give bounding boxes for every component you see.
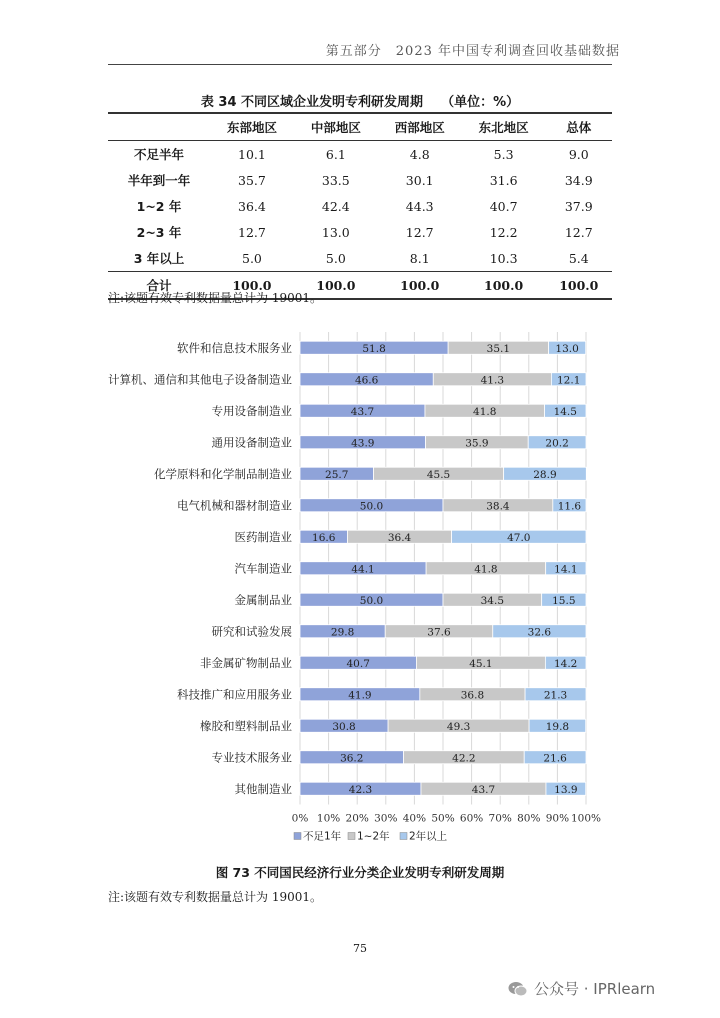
category-label: 电气机械和器材制造业 [177,498,292,513]
bar-value-label: 32.6 [527,626,552,639]
legend-label: 2年以上 [409,830,448,843]
table-cell: 33.5 [321,172,350,188]
x-tick-label: 0% [291,812,309,825]
column-header: 西部地区 [378,113,462,141]
category-label: 软件和信息技术服务业 [177,340,292,355]
total-cell: 100.0 [462,272,546,300]
category-label: 科技推广和应用服务业 [177,687,292,702]
bar-value-label: 35.9 [465,437,489,450]
x-tick-label: 50% [431,812,455,825]
table-note: 注:该题有效专利数据量总计为 19001。 [108,291,323,305]
table-row [108,141,612,168]
bar-value-label: 21.6 [543,752,567,765]
x-tick-label: 90% [545,812,570,825]
table-cell: 44.3 [405,198,434,214]
row-label: 3 年以上 [133,251,185,266]
bar-value-label: 36.8 [460,689,485,702]
category-label: 研究和试验发展 [211,624,292,639]
running-header: 第五部分 2023 年中国专利调查回收基础数据 [325,44,620,59]
table-cell: 9.0 [568,146,589,162]
total-label: 合计 [108,272,210,300]
bar-value-label: 41.8 [474,563,498,576]
table-cell: 31.6 [489,172,518,188]
bar-value-label: 37.6 [427,626,451,639]
category-label: 金属制品业 [234,592,292,607]
category-label: 医药制造业 [234,529,292,544]
table-cell: 12.7 [238,224,266,240]
table-cell: 5.0 [325,250,346,266]
region-cycle-table [108,112,612,300]
table-cell: 40.7 [489,198,518,214]
figure-caption: 图 73 不同国民经济行业分类企业发明专利研发周期 [215,865,505,880]
table-title-text: 表 34 不同区域企业发明专利研发周期 [200,95,424,110]
bar-value-label: 36.4 [387,531,412,544]
bar-value-label: 34.5 [480,594,505,607]
table-cell: 37.9 [564,198,593,214]
x-tick-label: 30% [374,812,398,825]
table-cell: 5.4 [568,250,589,266]
category-label: 化学原料和化学制品制造业 [154,466,292,481]
table-cell: 12.7 [405,224,434,240]
row-label: 半年到一年 [127,173,191,188]
bar-value-label: 41.9 [348,689,372,702]
table-row [108,193,612,219]
bar-value-label: 41.8 [473,405,497,418]
bar-value-label: 15.5 [552,594,576,607]
bar-value-label: 19.8 [545,720,570,733]
table-cell: 12.7 [564,224,593,240]
total-cell: 100.0 [210,272,294,300]
bar-value-label: 20.2 [545,437,569,450]
bar-value-label: 21.3 [543,689,568,702]
bar-value-label: 49.3 [446,720,471,733]
bar-value-label: 45.5 [426,468,451,481]
legend-swatch [400,833,407,840]
table-row [108,167,612,193]
bar-value-label: 35.1 [486,342,511,355]
bar-value-label: 30.8 [332,720,356,733]
bar-value-label: 44.1 [351,563,375,576]
header-rule [108,64,612,65]
table-title [108,91,612,110]
x-tick-label: 60% [459,812,484,825]
legend-swatch [294,833,301,840]
bar-value-label: 43.9 [351,437,375,450]
bar-value-label: 42.3 [348,783,373,796]
category-label: 专业技术服务业 [211,750,292,765]
category-label: 非金属矿物制品业 [200,655,292,670]
column-header: 东北地区 [462,113,546,141]
column-header: 总体 [546,113,612,141]
industry-cycle-chart [108,330,612,855]
total-cell: 100.0 [546,272,612,300]
category-label: 橡胶和塑料制品业 [200,718,292,733]
table-cell: 30.1 [405,172,434,188]
bar-value-label: 41.3 [480,374,505,387]
bar-value-label: 14.5 [553,405,577,418]
table-unit: （单位：%） [441,95,520,110]
table-cell: 4.8 [409,146,430,162]
legend-swatch [348,833,355,840]
x-tick-label: 80% [517,812,541,825]
x-tick-label: 40% [402,812,427,825]
table-row [108,245,612,272]
bar-value-label: 14.2 [553,657,578,670]
bar-value-label: 40.7 [346,657,370,670]
row-label: 2~3 年 [136,225,182,240]
x-tick-label: 20% [345,812,369,825]
bar-value-label: 46.6 [354,374,379,387]
column-header [108,113,210,141]
bar-value-label: 14.1 [554,563,578,576]
watermark-text: 公众号 · IPRlearn [534,980,656,998]
legend-label: 1~2年 [357,830,390,843]
bar-value-label: 13.0 [555,342,579,355]
table-cell: 10.3 [489,250,518,266]
category-label: 专用设备制造业 [211,403,292,418]
category-label: 其他制造业 [234,781,292,796]
wechat-icon [508,981,528,997]
legend-label: 不足1年 [303,830,342,843]
bar-value-label: 50.0 [359,500,384,513]
row-label: 1~2 年 [136,199,182,214]
x-tick-label: 70% [488,812,512,825]
table-cell: 5.3 [493,146,514,162]
table-header-row [108,113,612,141]
bar-value-label: 28.9 [533,468,557,481]
table-cell: 35.7 [238,172,266,188]
table-cell: 12.2 [489,224,518,240]
category-label: 汽车制造业 [234,561,292,576]
bar-value-label: 11.6 [557,500,582,513]
bar-value-label: 50.0 [359,594,384,607]
bar-value-label: 36.2 [340,752,364,765]
table-cell: 6.1 [325,146,346,162]
bar-value-label: 43.7 [471,783,496,796]
table-row [108,219,612,245]
bar-value-label: 25.7 [325,468,349,481]
total-cell: 100.0 [294,272,378,300]
column-header: 中部地区 [294,113,378,141]
table-cell: 34.9 [564,172,593,188]
bar-value-label: 42.2 [452,752,476,765]
category-label: 计算机、通信和其他电子设备制造业 [108,372,292,387]
watermark [508,978,655,999]
table-cell: 10.1 [238,146,266,162]
bar-value-label: 51.8 [362,342,386,355]
bar-value-label: 47.0 [507,531,531,544]
figure-note: 注:该题有效专利数据量总计为 19001。 [108,890,323,904]
table-cell: 36.4 [238,198,266,214]
total-cell: 100.0 [378,272,462,300]
bar-value-label: 38.4 [486,500,510,513]
bar-value-label: 12.1 [557,374,581,387]
bar-value-label: 13.9 [554,783,578,796]
table-cell: 5.0 [242,250,262,266]
table-cell: 42.4 [321,198,350,214]
table-cell: 13.0 [321,224,350,240]
row-label: 不足半年 [133,147,184,162]
category-label: 通用设备制造业 [211,435,292,450]
bar-value-label: 45.1 [469,657,493,670]
bar-value-label: 16.6 [312,531,336,544]
column-header: 东部地区 [210,113,294,141]
x-tick-label: 100% [570,812,602,825]
table-cell: 8.1 [409,250,430,266]
bar-value-label: 43.7 [350,405,375,418]
bar-value-label: 29.8 [330,626,355,639]
page-number: 75 [353,942,367,955]
x-tick-label: 10% [316,812,341,825]
